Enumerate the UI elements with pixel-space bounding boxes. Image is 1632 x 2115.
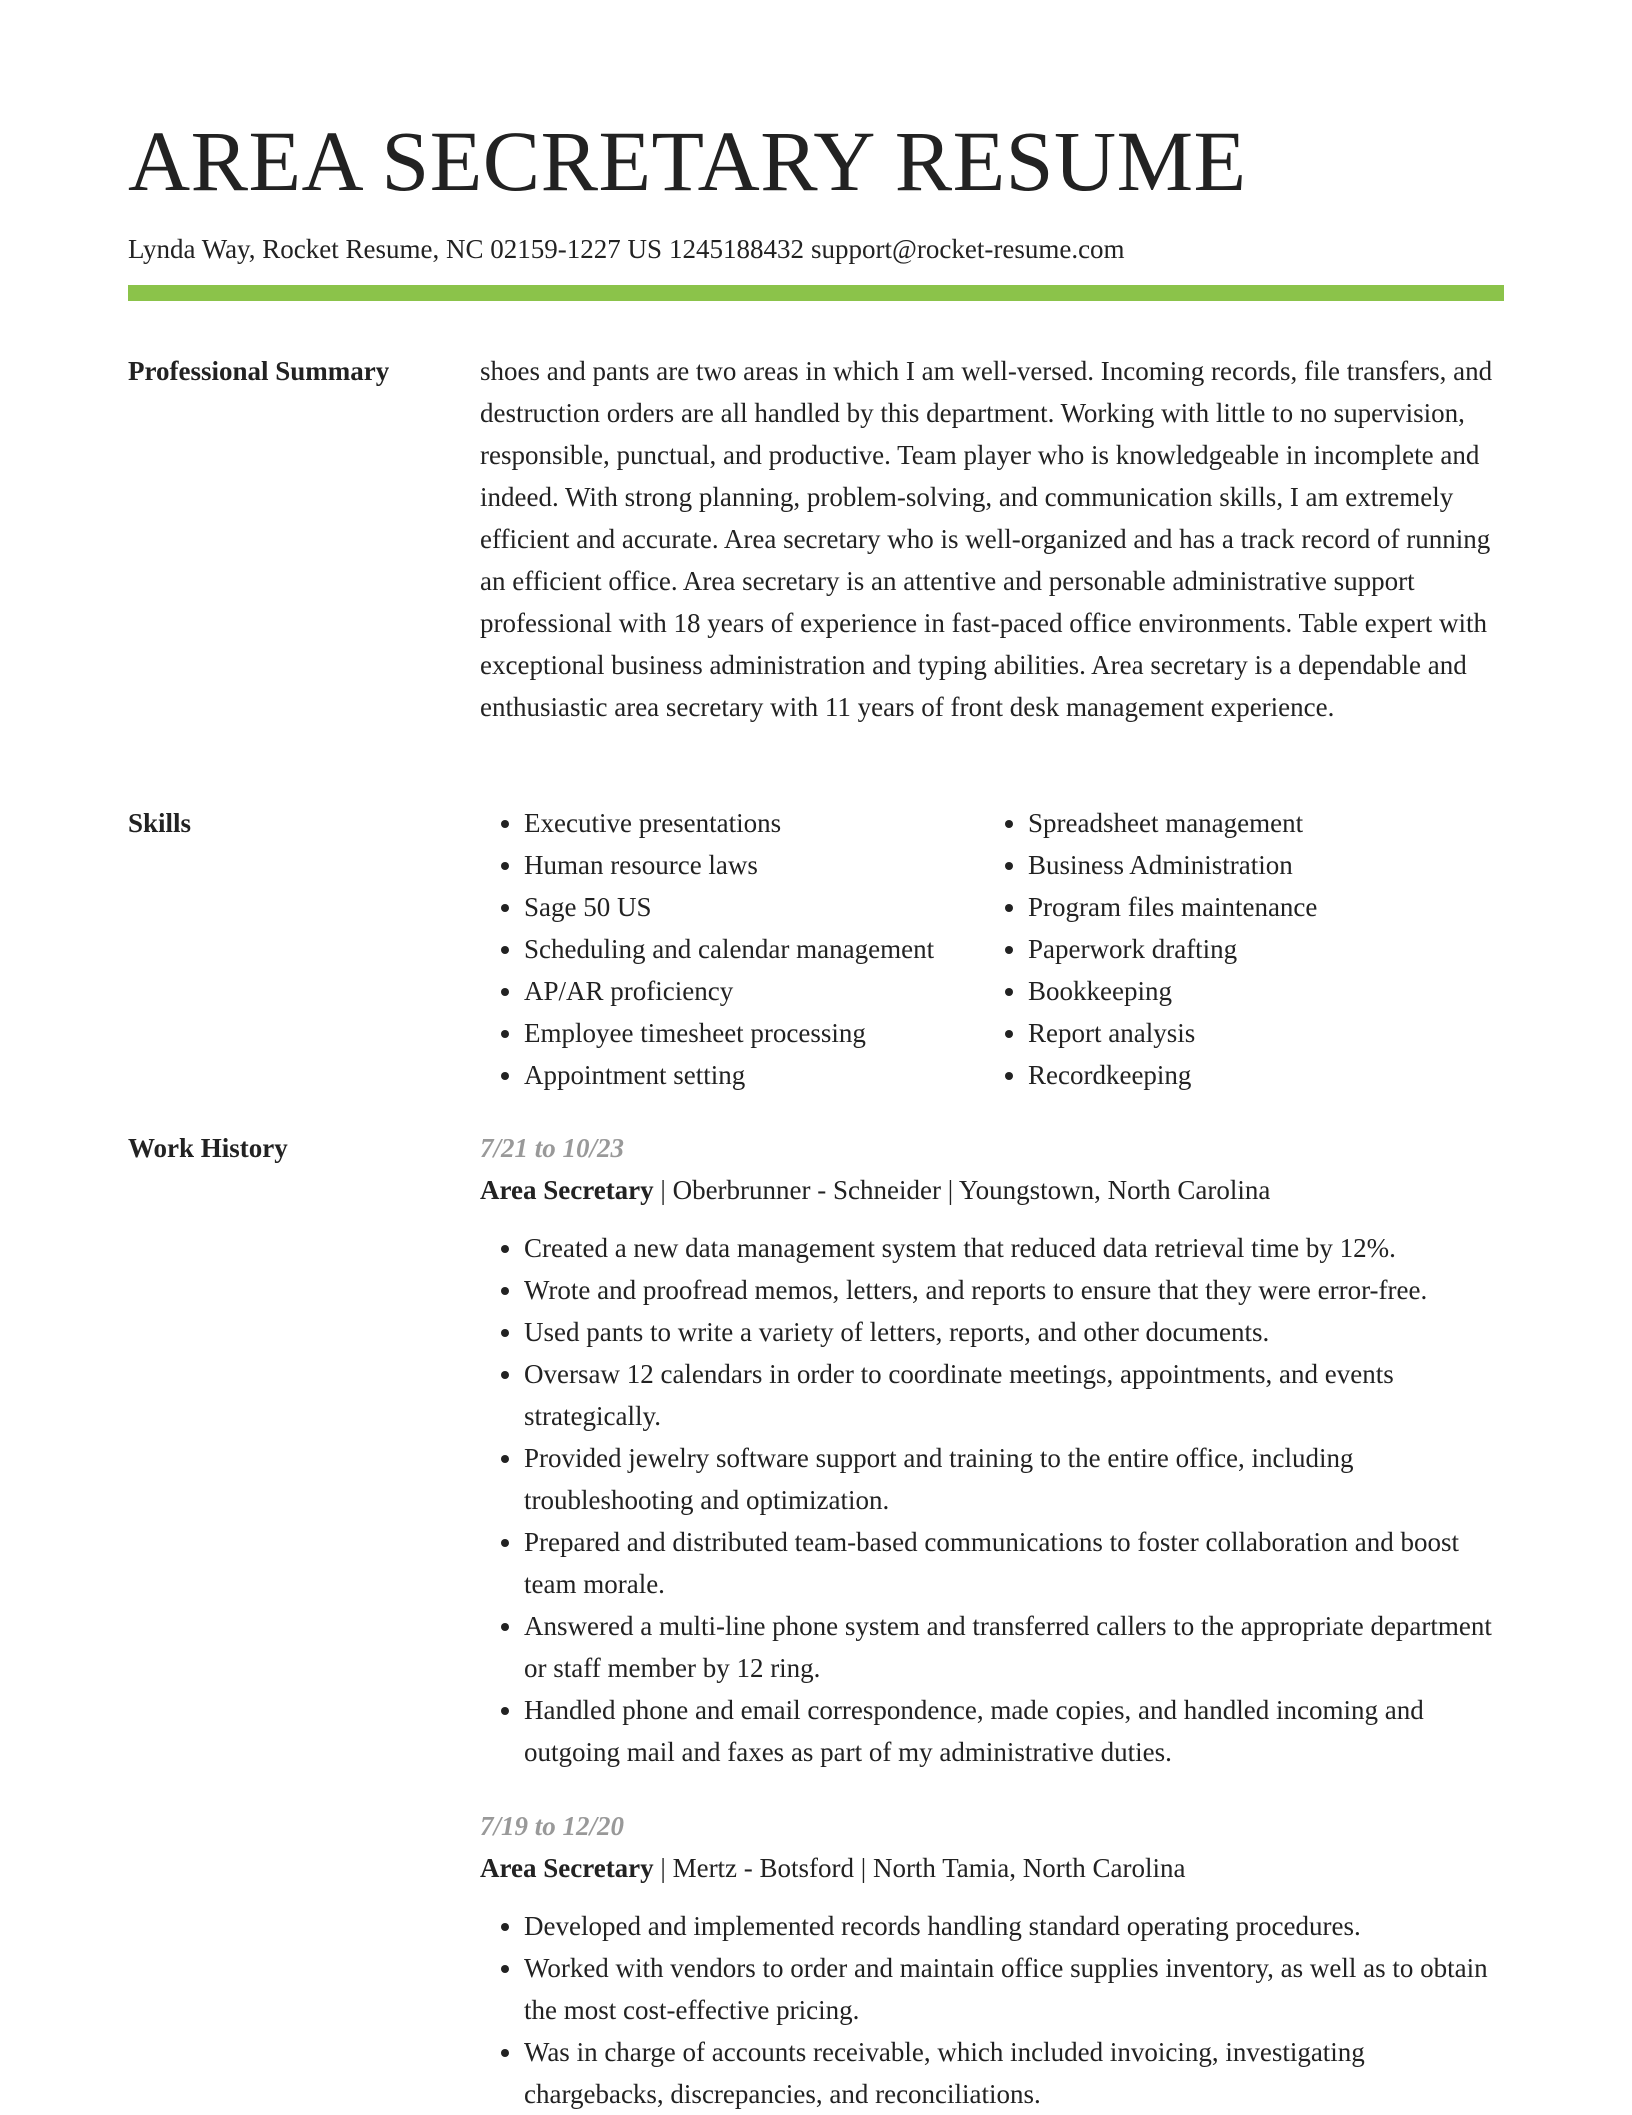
skill-item: • Spreadsheet management — [1028, 802, 1488, 844]
accent-divider — [128, 285, 1504, 301]
skill-item: • Employee timesheet processing — [524, 1012, 984, 1054]
job-duty: • Oversaw 12 calendars in order to coordinate meetings, appointments, and events strategically. — [524, 1353, 1504, 1437]
skill-item: • Sage 50 US — [524, 886, 984, 928]
job-duty: • Wrote and proofread memos, letters, and reports to ensure that they were error-free. — [524, 1269, 1504, 1311]
skill-item: • Business Administration — [1028, 844, 1488, 886]
skill-item: • Recordkeeping — [1028, 1054, 1488, 1096]
job-title: Area Secretary — [480, 1175, 654, 1205]
job-details: | Oberbrunner - Schneider | Youngstown, North Carolina — [653, 1175, 1271, 1205]
job-entry — [480, 1127, 1504, 1773]
job-duty: • Was in charge of accounts receivable, which included invoicing, investigating chargebacks, discrepancies, and reconciliations. — [524, 2031, 1504, 2115]
contact-phone: 1245188432 — [669, 234, 805, 264]
job-duty: • Created a new data management system that reduced data retrieval time by 12%. — [524, 1227, 1504, 1269]
job-dates: 7/19 to 12/20 — [480, 1811, 625, 1841]
contact-email: support@rocket-resume.com — [811, 234, 1125, 264]
contact-line — [128, 233, 1125, 265]
skill-item: • Bookkeeping — [1028, 970, 1488, 1012]
job-duty: • Handled phone and email correspondence, made copies, and handled incoming and outgoing mail and faxes as part of my administrative duties. — [524, 1689, 1504, 1773]
work-history-body — [480, 1127, 1504, 2115]
job-heading — [480, 1847, 1504, 1889]
job-duty: • Answered a multi-line phone system and transferred callers to the appropriate department or staff member by 12 ring. — [524, 1605, 1504, 1689]
skill-item: • Paperwork drafting — [1028, 928, 1488, 970]
skill-item: • AP/AR proficiency — [524, 970, 984, 1012]
summary-text: shoes and pants are two areas in which I am well-versed. Incoming records, file transfers, and destruction orders are all handled by this department. Working with little to no supervision, responsible, punctual, and productive. Team player who is knowledgeable in incomplete and indeed. With strong planning, problem-solving, and communication skills, I am extremely efficient and accurate. Area secretary who is well-organized and has a track record of running an efficient office. Area secretary is an attentive and personable administrative support professional with 18 years of experience in fast-paced office environments. Table expert with exceptional business administration and typing abilities. Area secretary is a dependable and enthusiastic area secretary with 11 years of front desk management experience. — [480, 356, 1493, 722]
job-duty: • Developed and implemented records handling standard operating procedures. — [524, 1905, 1504, 1947]
summary-heading: Professional Summary — [128, 356, 390, 386]
resume-title: AREA SECRETARY RESUME — [128, 113, 1247, 209]
job-heading — [480, 1169, 1504, 1211]
job-duty: • Worked with vendors to order and maintain office supplies inventory, as well as to obtain the most cost-effective pricing. — [524, 1947, 1504, 2031]
job-details: | Mertz - Botsford | North Tamia, North Carolina — [653, 1853, 1186, 1883]
summary-body — [480, 350, 1504, 728]
job-duty: • Provided jewelry software support and training to the entire office, including troubleshooting and optimization. — [524, 1437, 1504, 1521]
skills-column-right — [984, 802, 1488, 1096]
job-title: Area Secretary — [480, 1853, 654, 1883]
skills-body — [480, 802, 1504, 1096]
job-duties-list — [480, 1905, 1504, 2115]
skills-column-left — [480, 802, 984, 1096]
job-duty: • Prepared and distributed team-based communications to foster collaboration and boost team morale. — [524, 1521, 1504, 1605]
skill-item: • Report analysis — [1028, 1012, 1488, 1054]
skill-item: • Executive presentations — [524, 802, 984, 844]
skill-item: • Human resource laws — [524, 844, 984, 886]
job-duty: • Used pants to write a variety of letters, reports, and other documents. — [524, 1311, 1504, 1353]
work-history-heading: Work History — [128, 1133, 288, 1163]
job-entry — [480, 1805, 1504, 2115]
job-dates: 7/21 to 10/23 — [480, 1133, 625, 1163]
skill-item: • Appointment setting — [524, 1054, 984, 1096]
job-duties-list — [480, 1227, 1504, 1773]
contact-address: Lynda Way, Rocket Resume, NC 02159-1227 US — [128, 234, 663, 264]
skills-heading: Skills — [128, 808, 192, 838]
skill-item: • Program files maintenance — [1028, 886, 1488, 928]
skill-item: • Scheduling and calendar management — [524, 928, 984, 970]
